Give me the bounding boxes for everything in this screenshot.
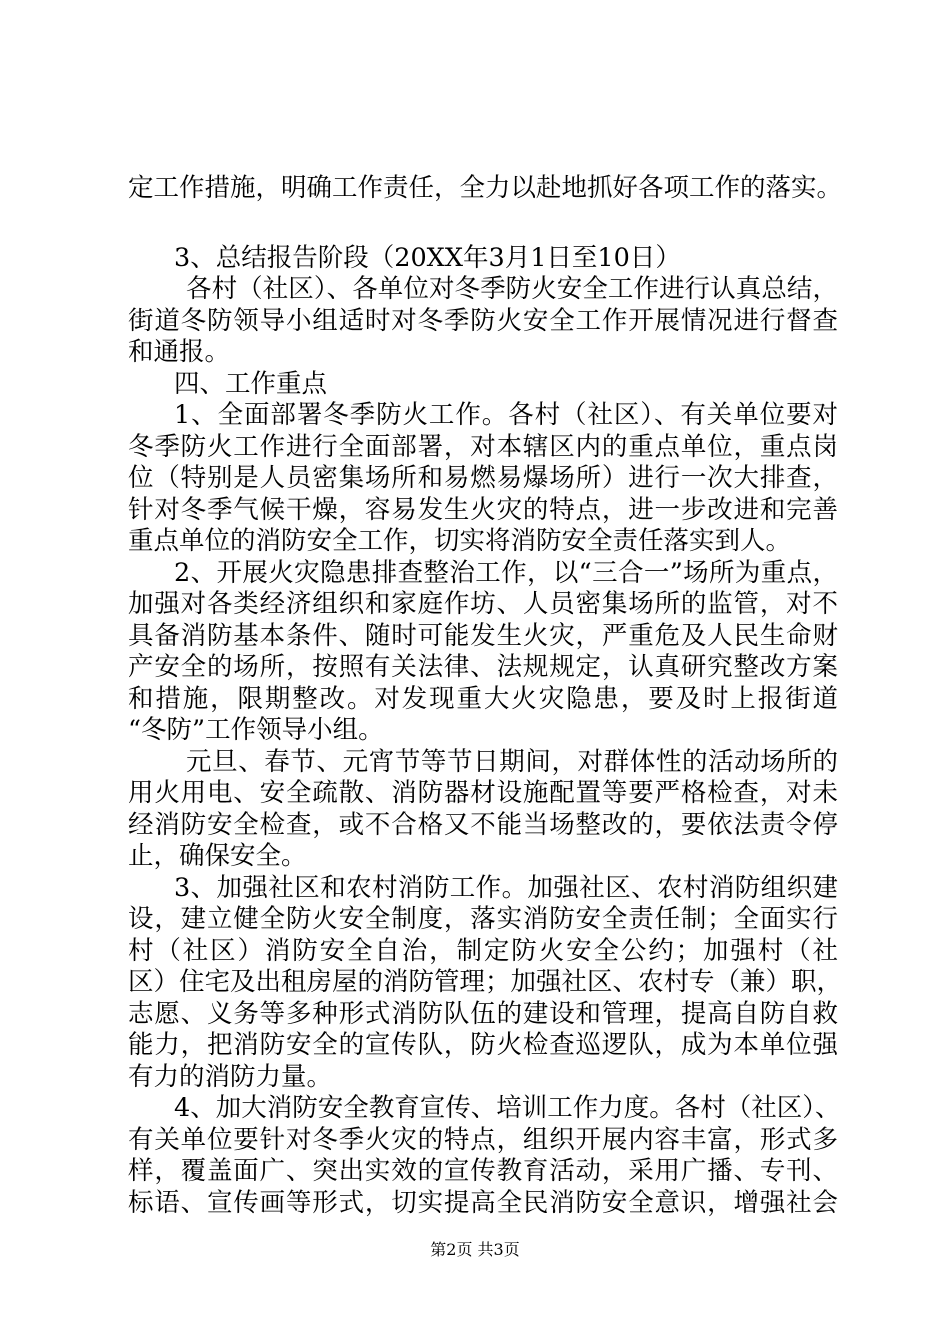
text-line: 经消防安全检查，或不合格又不能当场整改的，要依法责令停 <box>128 809 838 840</box>
text-line: 街道冬防领导小组适时对冬季防火安全工作开展情况进行督查 <box>128 305 838 336</box>
text-line: 有关单位要针对冬季火灾的特点，组织开展内容丰富，形式多 <box>128 1124 838 1155</box>
text-line: 元旦、春节、元宵节等节日期间，对群体性的活动场所的 <box>186 746 838 777</box>
text-line: 志愿、义务等多种形式消防队伍的建设和管理，提高自防自救 <box>128 998 838 1029</box>
text-line: 村（社区）消防安全自治，制定防火安全公约；加强村（社 <box>128 935 838 966</box>
text-line: 1、全面部署冬季防火工作。各村（社区）、有关单位要对 <box>174 400 838 430</box>
text-line: 和通报。 <box>128 337 231 367</box>
text-line: 具备消防基本条件、随时可能发生火灾，严重危及人民生命财 <box>128 620 838 651</box>
paragraph-gap <box>128 205 838 243</box>
text-line: 区）住宅及出租房屋的消防管理；加强社区、农村专（兼）职， <box>128 967 843 997</box>
section-heading: 四、工作重点 <box>174 368 328 399</box>
text-line: 标语、宣传画等形式，切实提高全民消防安全意识，增强社会 <box>128 1187 838 1218</box>
text-line: 样，覆盖面广、突出实效的宣传教育活动，采用广播、专刊、 <box>128 1156 838 1186</box>
text-line: 有力的消防力量。 <box>128 1061 333 1092</box>
text-line: 产安全的场所，按照有关法律、法规规定，认真研究整改方案 <box>128 652 838 682</box>
page-footer: 第2页 共3页 <box>430 1240 520 1259</box>
text-line: 定工作措施，明确工作责任，全力以赴地抓好各项工作的落实。 <box>128 173 843 203</box>
text-line: 止，确保安全。 <box>128 841 307 871</box>
text-line: 重点单位的消防安全工作，切实将消防安全责任落实到人。 <box>128 526 792 556</box>
text-line: 加强对各类经济组织和家庭作坊、人员密集场所的监管，对不 <box>128 589 838 619</box>
text-line: 和措施，限期整改。对发现重大火灾隐患，要及时上报街道 <box>128 683 838 714</box>
text-line: 各村（社区）、各单位对冬季防火安全工作进行认真总结， <box>186 274 838 304</box>
text-line: 设，建立健全防火安全制度，落实消防安全责任制；全面实行 <box>128 904 838 934</box>
section-heading: 3、总结报告阶段（20XX年3月1日至10日） <box>174 242 681 273</box>
text-line: 能力，把消防安全的宣传队，防火检查巡逻队，成为本单位强 <box>128 1030 838 1060</box>
text-line: 冬季防火工作进行全面部署，对本辖区内的重点单位，重点岗 <box>128 431 838 462</box>
text-line: 用火用电、安全疏散、消防器材设施配置等要严格检查，对未 <box>128 778 838 808</box>
text-line: 3、加强社区和农村消防工作。加强社区、农村消防组织建 <box>174 872 838 903</box>
text-line: 针对冬季气候干燥，容易发生火灾的特点，进一步改进和完善 <box>128 494 838 525</box>
document-body <box>128 173 843 1219</box>
text-line: 位（特别是人员密集场所和易燃易爆场所）进行一次大排查， <box>128 463 838 493</box>
text-line: “冬防”工作领导小组。 <box>128 715 384 745</box>
text-line: 4、加大消防安全教育宣传、培训工作力度。各村（社区）、 <box>174 1093 841 1123</box>
text-line: 2、开展火灾隐患排查整治工作，以“三合一”场所为重点， <box>174 557 838 588</box>
